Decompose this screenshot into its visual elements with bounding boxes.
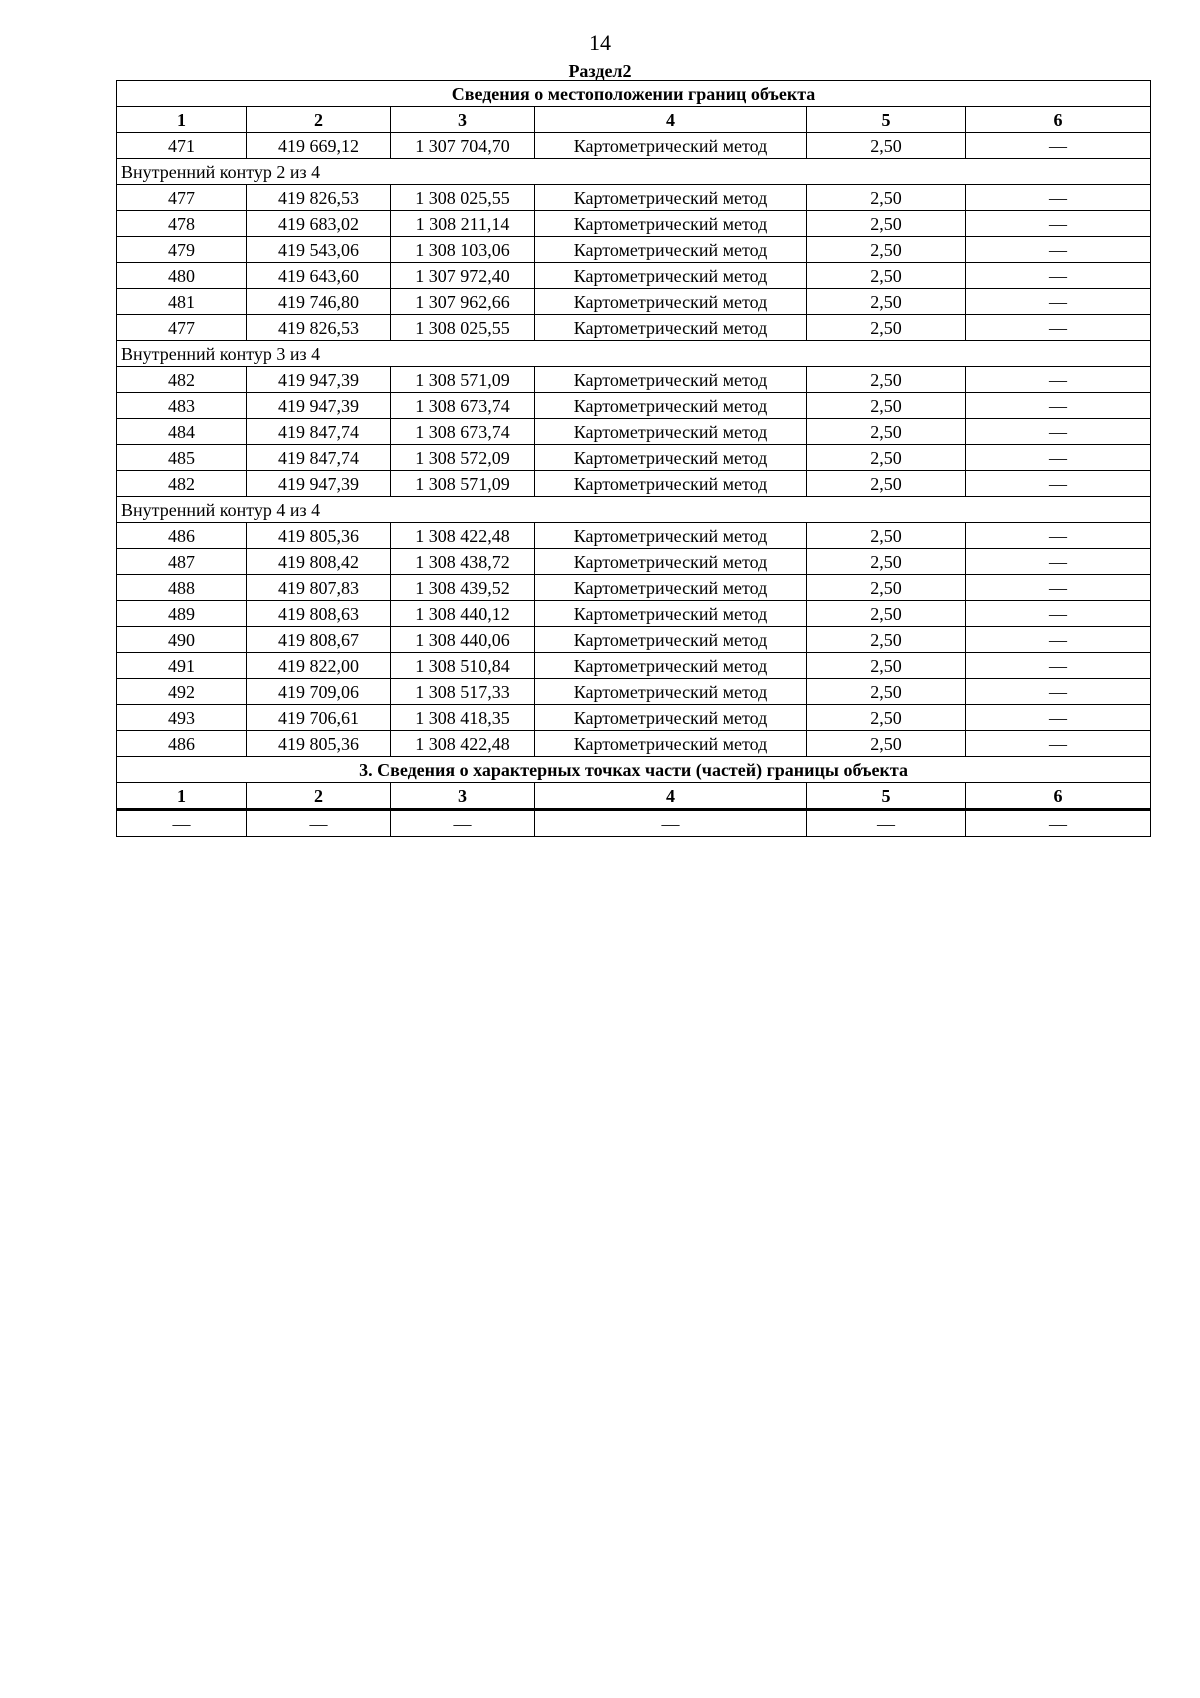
table-cell: 2,50 (807, 393, 966, 419)
table-cell: 419 643,60 (247, 263, 391, 289)
table-cell: 1 308 510,84 (391, 653, 535, 679)
table-cell: 1 307 704,70 (391, 133, 535, 159)
table-cell: 487 (117, 549, 247, 575)
table-cell: 2,50 (807, 523, 966, 549)
table-row (117, 445, 1151, 471)
table-cell: 2,50 (807, 133, 966, 159)
table-cell: Картометрический метод (535, 679, 807, 705)
table-cell: 2,50 (807, 627, 966, 653)
table-cell: Картометрический метод (535, 289, 807, 315)
table-cell: 419 746,80 (247, 289, 391, 315)
column-header: 4 (535, 107, 807, 133)
section3-header-row (117, 783, 1151, 810)
table-cell: 486 (117, 731, 247, 757)
table-cell: — (391, 810, 535, 837)
table-row (117, 237, 1151, 263)
table-cell: 1 308 103,06 (391, 237, 535, 263)
table-row (117, 367, 1151, 393)
table-row (117, 705, 1151, 731)
table-cell: Картометрический метод (535, 393, 807, 419)
table-cell: 1 308 673,74 (391, 419, 535, 445)
table-row (117, 471, 1151, 497)
table-cell: — (807, 810, 966, 837)
table-cell: 479 (117, 237, 247, 263)
table-cell: 1 308 422,48 (391, 731, 535, 757)
table-cell: 2,50 (807, 211, 966, 237)
table-cell: 2,50 (807, 601, 966, 627)
table-row (117, 419, 1151, 445)
contour-group-row (117, 159, 1151, 185)
table-cell: — (966, 185, 1151, 211)
column-header: 4 (535, 783, 807, 810)
section3-title: 3. Сведения о характерных точках части (частей) границы объекта (117, 757, 1151, 783)
table-cell: — (966, 471, 1151, 497)
table-cell: — (117, 810, 247, 837)
table-cell: — (535, 810, 807, 837)
table-cell: 485 (117, 445, 247, 471)
table-cell: Картометрический метод (535, 575, 807, 601)
table-cell: 419 709,06 (247, 679, 391, 705)
column-header: 1 (117, 107, 247, 133)
table-cell: — (966, 133, 1151, 159)
contour-group-label: Внутренний контур 2 из 4 (117, 159, 1151, 185)
section3-title-row (117, 757, 1151, 783)
table-cell: 484 (117, 419, 247, 445)
column-header: 3 (391, 783, 535, 810)
table-cell: Картометрический метод (535, 445, 807, 471)
table-row (117, 263, 1151, 289)
table-cell: 419 947,39 (247, 367, 391, 393)
table-cell: — (966, 237, 1151, 263)
contour-group-row (117, 341, 1151, 367)
table-cell: Картометрический метод (535, 601, 807, 627)
table-body (117, 81, 1151, 837)
table-cell: — (966, 445, 1151, 471)
table-cell: 493 (117, 705, 247, 731)
table-cell: Картометрический метод (535, 237, 807, 263)
contour-group-row (117, 497, 1151, 523)
table-cell: 1 308 572,09 (391, 445, 535, 471)
table-cell: — (247, 810, 391, 837)
table-cell: 481 (117, 289, 247, 315)
table-cell: Картометрический метод (535, 315, 807, 341)
table-title: Сведения о местоположении границ объекта (117, 81, 1151, 107)
section-label: Раздел2 (568, 61, 632, 81)
table-cell: 1 307 972,40 (391, 263, 535, 289)
table-row (117, 133, 1151, 159)
table-cell: 1 307 962,66 (391, 289, 535, 315)
table-cell: Картометрический метод (535, 627, 807, 653)
table-cell: — (966, 705, 1151, 731)
table-cell: 419 543,06 (247, 237, 391, 263)
table-cell: 419 822,00 (247, 653, 391, 679)
column-header: 2 (247, 107, 391, 133)
table-cell: 419 805,36 (247, 523, 391, 549)
table-cell: — (966, 211, 1151, 237)
table-cell: 419 808,67 (247, 627, 391, 653)
table-cell: 2,50 (807, 653, 966, 679)
table-cell: 490 (117, 627, 247, 653)
table-cell: — (966, 419, 1151, 445)
table-cell: 419 808,63 (247, 601, 391, 627)
table-cell: — (966, 367, 1151, 393)
table-cell: 1 308 673,74 (391, 393, 535, 419)
table-cell: — (966, 289, 1151, 315)
table-cell: Картометрический метод (535, 523, 807, 549)
column-header-row (117, 107, 1151, 133)
table-cell: Картометрический метод (535, 705, 807, 731)
table-row (117, 731, 1151, 757)
table-cell: 482 (117, 367, 247, 393)
table-cell: 480 (117, 263, 247, 289)
table-cell: 492 (117, 679, 247, 705)
table-cell: 1 308 571,09 (391, 367, 535, 393)
table-cell: 419 847,74 (247, 445, 391, 471)
table-cell: 482 (117, 471, 247, 497)
table-cell: 419 669,12 (247, 133, 391, 159)
table-cell: — (966, 575, 1151, 601)
table-cell: 419 683,02 (247, 211, 391, 237)
table-row (117, 289, 1151, 315)
table-cell: Картометрический метод (535, 263, 807, 289)
table-cell: Картометрический метод (535, 549, 807, 575)
table-row (117, 601, 1151, 627)
table-row (117, 523, 1151, 549)
table-cell: 419 807,83 (247, 575, 391, 601)
column-header: 3 (391, 107, 535, 133)
table-cell: — (966, 601, 1151, 627)
table-cell: 1 308 440,12 (391, 601, 535, 627)
column-header: 2 (247, 783, 391, 810)
column-header: 6 (966, 107, 1151, 133)
table-cell: Картометрический метод (535, 211, 807, 237)
table-cell: 1 308 418,35 (391, 705, 535, 731)
table-cell: — (966, 393, 1151, 419)
table-title-row (117, 81, 1151, 107)
table-cell: 2,50 (807, 549, 966, 575)
table-cell: 1 308 025,55 (391, 315, 535, 341)
table-cell: 489 (117, 601, 247, 627)
page-number: 14 (589, 30, 611, 55)
table-row (117, 549, 1151, 575)
table-cell: 2,50 (807, 237, 966, 263)
column-header: 5 (807, 783, 966, 810)
column-header: 5 (807, 107, 966, 133)
table-cell: 1 308 439,52 (391, 575, 535, 601)
column-header: 1 (117, 783, 247, 810)
table-cell: — (966, 653, 1151, 679)
table-cell: 477 (117, 185, 247, 211)
table-cell: Картометрический метод (535, 133, 807, 159)
table-cell: — (966, 315, 1151, 341)
table-cell: 1 308 571,09 (391, 471, 535, 497)
table-cell: 419 947,39 (247, 471, 391, 497)
boundary-table (116, 80, 1151, 837)
table-cell: 2,50 (807, 679, 966, 705)
table-cell: 2,50 (807, 419, 966, 445)
table-cell: 419 826,53 (247, 315, 391, 341)
table-cell: 483 (117, 393, 247, 419)
table-cell: 478 (117, 211, 247, 237)
table-cell: 2,50 (807, 185, 966, 211)
table-cell: 477 (117, 315, 247, 341)
table-cell: 2,50 (807, 705, 966, 731)
table-cell: 1 308 517,33 (391, 679, 535, 705)
table-cell: 1 308 438,72 (391, 549, 535, 575)
table-cell: Картометрический метод (535, 471, 807, 497)
contour-group-label: Внутренний контур 3 из 4 (117, 341, 1151, 367)
table-cell: — (966, 523, 1151, 549)
table-row (117, 393, 1151, 419)
table-cell: 419 826,53 (247, 185, 391, 211)
table-row (117, 315, 1151, 341)
table-cell: 1 308 211,14 (391, 211, 535, 237)
table-cell: — (966, 263, 1151, 289)
table-row (117, 679, 1151, 705)
table-cell: 2,50 (807, 367, 966, 393)
table-cell: — (966, 731, 1151, 757)
table-cell: 2,50 (807, 289, 966, 315)
table-cell: 419 847,74 (247, 419, 391, 445)
table-cell: 2,50 (807, 471, 966, 497)
table-cell: 2,50 (807, 263, 966, 289)
table-cell: 486 (117, 523, 247, 549)
table-cell: — (966, 627, 1151, 653)
table-cell: 471 (117, 133, 247, 159)
table-cell: 2,50 (807, 315, 966, 341)
table-cell: 2,50 (807, 731, 966, 757)
table-cell: — (966, 679, 1151, 705)
table-row (117, 627, 1151, 653)
table-row (117, 211, 1151, 237)
table-cell: 419 805,36 (247, 731, 391, 757)
table-cell: 1 308 422,48 (391, 523, 535, 549)
table-row (117, 185, 1151, 211)
table-cell: 1 308 025,55 (391, 185, 535, 211)
table-cell: Картометрический метод (535, 731, 807, 757)
table-cell: 488 (117, 575, 247, 601)
contour-group-label: Внутренний контур 4 из 4 (117, 497, 1151, 523)
table-cell: — (966, 810, 1151, 837)
table-cell: Картометрический метод (535, 653, 807, 679)
table-cell: 2,50 (807, 575, 966, 601)
table-cell: Картометрический метод (535, 185, 807, 211)
table-row (117, 810, 1151, 837)
table-cell: 419 947,39 (247, 393, 391, 419)
table-cell: 2,50 (807, 445, 966, 471)
table-cell: 491 (117, 653, 247, 679)
table-cell: 419 706,61 (247, 705, 391, 731)
table-cell: — (966, 549, 1151, 575)
table-cell: Картометрический метод (535, 419, 807, 445)
table-cell: 419 808,42 (247, 549, 391, 575)
table-cell: 1 308 440,06 (391, 627, 535, 653)
table-row (117, 575, 1151, 601)
table-cell: Картометрический метод (535, 367, 807, 393)
table-row (117, 653, 1151, 679)
column-header: 6 (966, 783, 1151, 810)
